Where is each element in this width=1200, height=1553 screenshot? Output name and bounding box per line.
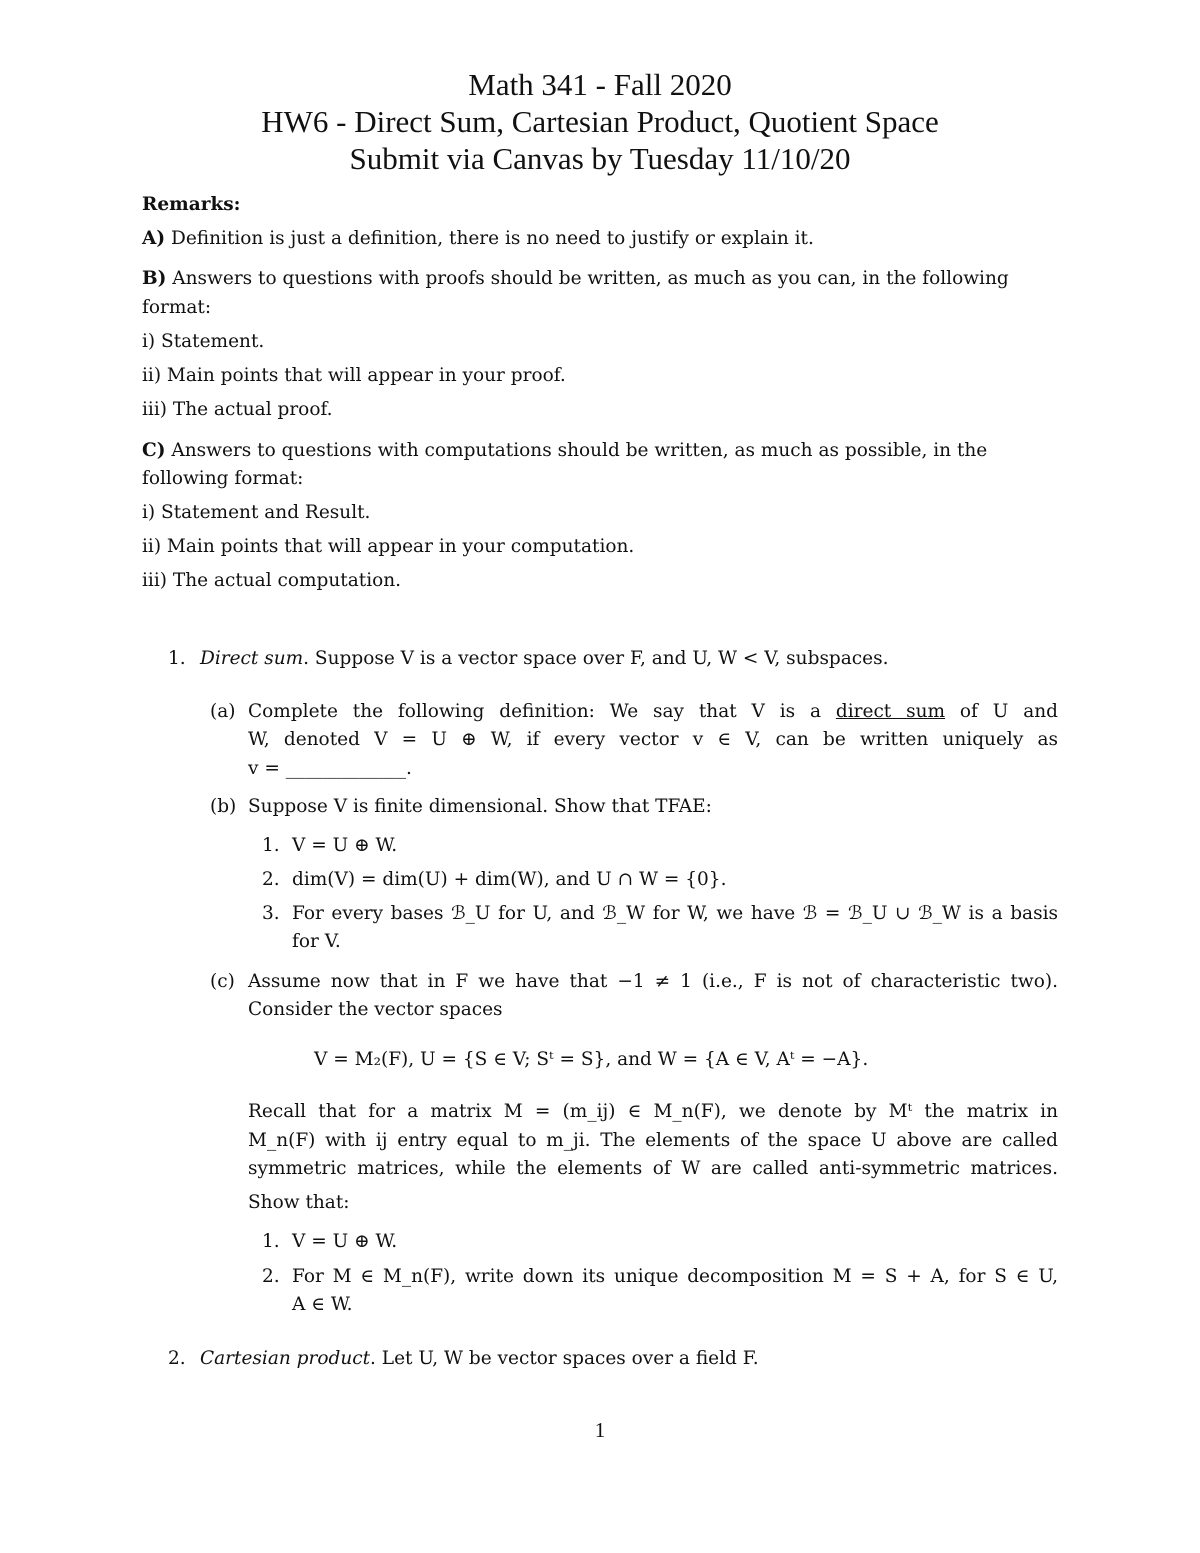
remark-c-line2: following format:	[142, 468, 304, 489]
problem-2-title: Cartesian product	[200, 1348, 371, 1369]
remark-c-text: Answers to questions with computations should be written, as much as possible, in the	[165, 440, 988, 461]
part-a-line2: W, denoted V = U ⊕ W, if every vector v ∈ V, can be written uniquely as	[248, 729, 1058, 750]
part-b-item: dim(V) = dim(U) + dim(W), and U ∩ W = {0}.	[292, 869, 727, 890]
remark-c-line1	[142, 440, 987, 461]
remark-b-item: iii) The actual proof.	[142, 399, 333, 420]
course-title: Math 341 - Fall 2020	[468, 67, 732, 102]
problem-2-number: 2.	[168, 1348, 186, 1369]
remark-b-item: ii) Main points that will appear in your proof.	[142, 365, 566, 386]
problem-1-heading	[200, 648, 889, 669]
remark-c-label: C)	[142, 440, 166, 461]
part-b-item: V = U ⊕ W.	[292, 835, 398, 856]
remark-c-item: iii) The actual computation.	[142, 570, 402, 591]
part-a-label: (a)	[210, 701, 236, 722]
part-c-label: (c)	[210, 971, 235, 992]
part-c-item: V = U ⊕ W.	[292, 1231, 398, 1252]
recall-line2: M_n(F) with ij entry equal to m_ji. The elements of the space U above are called	[248, 1130, 1058, 1151]
direct-sum-term: direct sum	[835, 701, 946, 722]
document-header	[0, 66, 1200, 177]
part-a-line3: v = _____________.	[248, 758, 412, 779]
part-a-line1: Complete the following definition: We say that V is a direct sum of U and	[248, 701, 1058, 722]
part-c-line1: Assume now that in F we have that −1 ≠ 1 (i.e., F is not of characteristic two).	[248, 971, 1058, 992]
remark-c-item: ii) Main points that will appear in your computation.	[142, 536, 635, 557]
part-c-item-continuation: A ∈ W.	[292, 1294, 353, 1315]
remark-c-item: i) Statement and Result.	[142, 502, 371, 523]
part-c-item: For M ∈ M_n(F), write down its unique decomposition M = S + A, for S ∈ U,	[292, 1266, 1058, 1287]
remark-b-item: i) Statement.	[142, 331, 265, 352]
problem-1-number: 1.	[168, 648, 186, 669]
assignment-title: HW6 - Direct Sum, Cartesian Product, Quotient Space	[261, 104, 939, 139]
remark-a-label: A)	[142, 228, 166, 249]
remarks-heading: Remarks:	[142, 194, 241, 215]
recall-line1: Recall that for a matrix M = (m_ij) ∈ M_n(F), we denote by Mᵗ the matrix in	[248, 1101, 1058, 1122]
remark-b-line1	[142, 268, 1009, 289]
problem-2-heading	[200, 1348, 759, 1369]
part-c-line2: Consider the vector spaces	[248, 999, 503, 1020]
remark-b-line2: format:	[142, 297, 212, 318]
part-b-item-continuation: for V.	[292, 931, 341, 952]
display-equation: V = M₂(F), U = {S ∈ V; Sᵗ = S}, and W = {A ∈ V, Aᵗ = −A}.	[314, 1049, 869, 1070]
remark-a	[142, 228, 814, 249]
part-b-item-number: 3.	[262, 903, 280, 924]
part-c-item-number: 1.	[262, 1231, 280, 1252]
part-b-item: For every bases ℬ_U for U, and ℬ_W for W, we have ℬ = ℬ_U ∪ ℬ_W is a basis	[292, 903, 1058, 924]
recall-line3: symmetric matrices, while the elements of W are called anti-symmetric matrices.	[248, 1158, 1058, 1179]
part-b-item-number: 1.	[262, 835, 280, 856]
due-date: Submit via Canvas by Tuesday 11/10/20	[349, 141, 851, 176]
part-b-text: Suppose V is finite dimensional. Show that TFAE:	[248, 796, 712, 817]
show-that: Show that:	[248, 1192, 350, 1213]
problem-1-title: Direct sum	[200, 648, 304, 669]
remark-b-text: Answers to questions with proofs should be written, as much as you can, in the following	[166, 268, 1009, 289]
problem-1-intro: . Suppose V is a vector space over F, and U, W < V, subspaces.	[303, 648, 889, 669]
remark-b-label: B)	[142, 268, 167, 289]
remark-a-text: Definition is just a definition, there is no need to justify or explain it.	[165, 228, 814, 249]
part-b-item-number: 2.	[262, 869, 280, 890]
part-c-item-number: 2.	[262, 1266, 280, 1287]
page-number: 1	[594, 1418, 606, 1442]
part-b-label: (b)	[210, 796, 237, 817]
problem-2-intro: . Let U, W be vector spaces over a field F.	[370, 1348, 759, 1369]
